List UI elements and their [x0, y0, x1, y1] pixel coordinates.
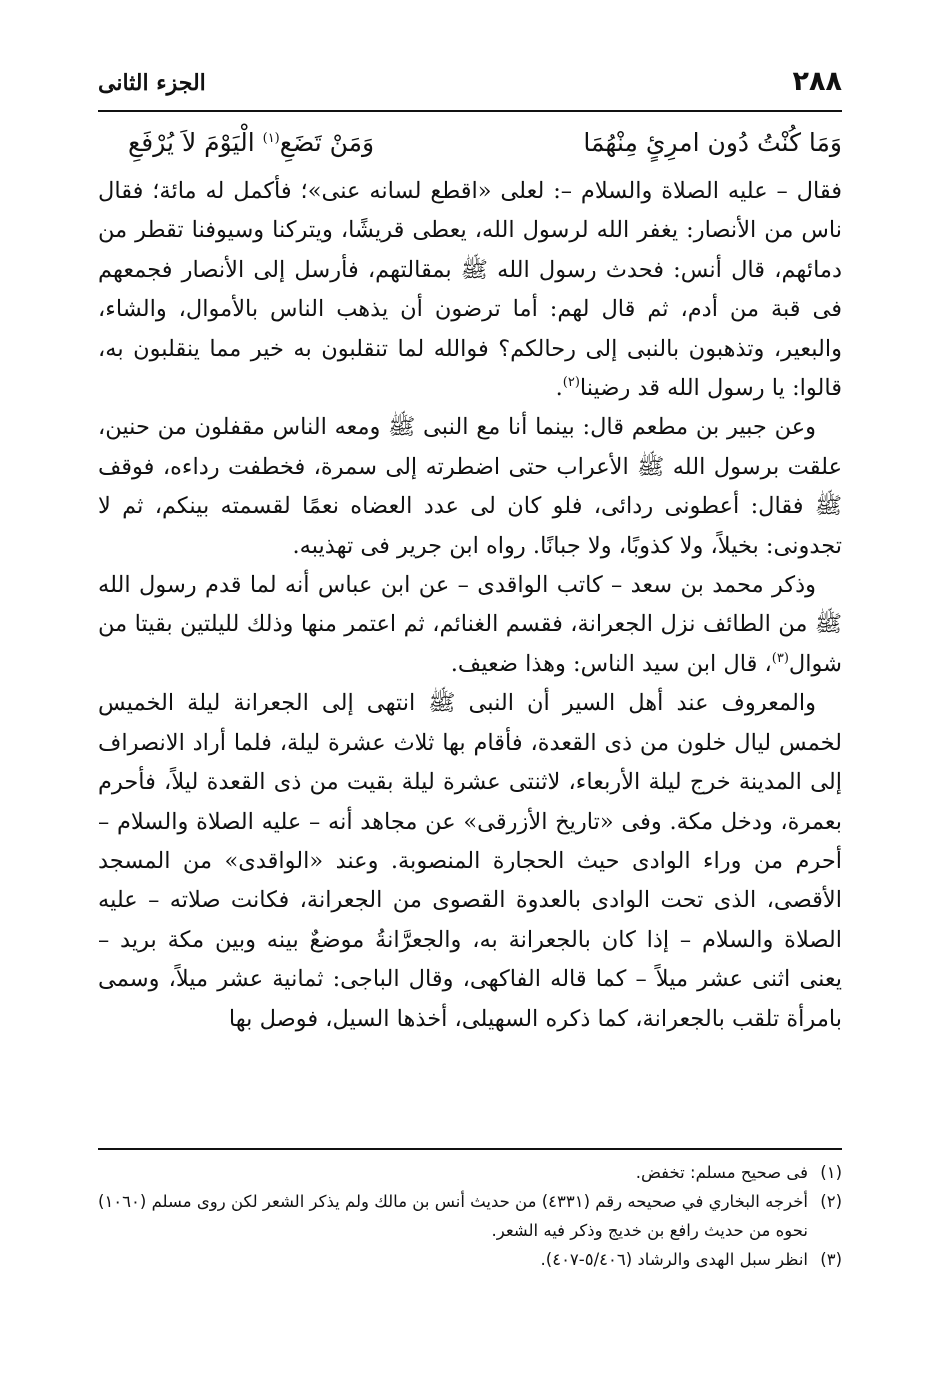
- page-number: ٢٨٨: [792, 66, 842, 97]
- verse-first-hemistich: وَمَا كُنْتُ دُون امرِئٍ مِنْهُمَا: [583, 128, 842, 157]
- footnote-ref: (٣): [771, 650, 789, 666]
- verse-second-hemistich: [128, 128, 374, 157]
- text-line: صلاته – عليه الصلاة والسلام – إذا كان بالجعرانة به، والجعرَّانةُ موضعٌ بينه وبين: [98, 887, 842, 953]
- text-tail: ، قال ابن سيد الناس: وهذا ضعيف.: [450, 650, 772, 677]
- text-line: فقال – عليه الصلاة والسلام –: لعلى «اقطع لسانه عنى»؛ فأكمل له مائة؛ فقال: [98, 178, 842, 204]
- footnote-ref: (٢): [562, 375, 580, 391]
- text-tail: .: [555, 375, 563, 402]
- text-line: المدينة خرج ليلة الأربعاء، لاثنتى عشرة ليلة بقيت من ذى القعدة ليلاً، فأحرم: [98, 769, 802, 796]
- footnote-text: روى مسلم (١٠٦٠) نحوه من حديث رافع بن خديج وذكر فيه الشعر.: [98, 1192, 808, 1240]
- poetry-verse: [128, 128, 842, 172]
- text-line: دمائهم، قال أنس: فحدث رسول الله ﷺ بمقالتهم، فأرسل إلى الأنصار فجمعهم: [98, 256, 842, 283]
- text-line: والسلام – أحرم من وراء الوادى حيث الحجارة المنصوبة. وعند «الواقدى» من: [98, 808, 842, 874]
- text-line: وعن جبير بن مطعم قال: بينما أنا مع النبى ﷺ ومعه الناس مقفلون من حنين،: [98, 414, 816, 441]
- text-line: المسجد الأقصى، الذى تحت الوادى بالعدوة القصوى من الجعرانة، فكانت: [98, 847, 842, 914]
- footnote-ref: (١): [262, 131, 280, 146]
- text-line: شوال: [788, 650, 842, 677]
- paragraph: [98, 172, 842, 408]
- text-line: تجدونى: بخيلاً، ولا كذوبًا، ولا جبانًا. رواه ابن جرير فى تهذيبه.: [292, 532, 842, 559]
- paragraph: [98, 566, 842, 684]
- footnote-separator: [98, 1148, 842, 1150]
- running-title: الجزء الثانى: [98, 70, 206, 96]
- verse-second-part-a: وَمَنْ تَضَعِ: [279, 128, 375, 157]
- running-header: [98, 66, 842, 112]
- text-line: مكة بريد – يعنى اثنى عشر ميلاً – كما قاله الفاكهى، وقال الباجى: ثمانية عشر: [98, 926, 842, 993]
- text-line: وذكر محمد بن سعد – كاتب الواقدى – عن ابن عباس أنه لما قدم رسول الله: [98, 572, 816, 599]
- text-line: ليال خلون من ذى القعدة، فأقام بها ثلاث عشرة ليلة، فلما أراد الانصراف إلى: [98, 729, 842, 796]
- footnote-text: فى صحيح مسلم: تخفض.: [635, 1163, 808, 1182]
- footnote: [98, 1158, 842, 1187]
- text-line: ﷺ من الطائف نزل الجعرانة، فقسم الغنائم، ثم اعتمر منها وذلك لليلتين بقيتا من: [98, 611, 842, 638]
- footnotes-section: [98, 1158, 842, 1274]
- footnote: [98, 1187, 842, 1245]
- body-text: [98, 172, 842, 1039]
- text-line: ميلاً، وسمى بامرأة تلقب بالجعرانة، كما ذكره السهيلى، أخذها السيل، فوصل بها: [98, 966, 842, 1032]
- footnote-text: أخرجه البخاري في صحيحه رقم (٤٣٣١) من حديث أنس بن مالك ولم يذكر الشعر لكن: [230, 1192, 808, 1211]
- paragraph: [98, 408, 842, 566]
- footnote-text: انظر سبل الهدى والرشاد (٥/٤٠٦-٤٠٧).: [540, 1250, 808, 1269]
- verse-second-part-b: الْيَوْمَ لاَ يُرْفَعِ: [128, 128, 263, 157]
- text-line: والمعروف عند أهل السير أن النبى ﷺ انتهى إلى الجعرانة ليلة الخميس لخمس: [98, 690, 843, 756]
- text-line: فى قبة من أدم، ثم قال لهم: أما ترضون أن يذهب الناس بالأموال، والشاء،: [98, 296, 842, 323]
- footnote: [98, 1245, 842, 1274]
- text-line: ناس من الأنصار: يغفر الله لرسول الله، يعطى قريشًا، ويتركنا وسيوفنا تقطر من: [98, 217, 842, 244]
- footnote-number: (٢): [820, 1192, 842, 1211]
- text-line: بعمرة، ودخل مكة. وفى «تاريخ الأزرقى» عن مجاهد أنه – عليه الصلاة: [196, 808, 842, 835]
- footnote-number: (١): [820, 1163, 842, 1182]
- footnote-number: (٣): [820, 1250, 842, 1269]
- text-line: والبعير، وتذهبون بالنبى إلى رحالكم؟ فوالله لما تنقلبون به خير مما ينقلبون به،: [98, 335, 842, 362]
- text-line: علقت برسول الله ﷺ الأعراب حتى اضطرته إلى سمرة، فخطفت رداءه، فوقف: [98, 453, 842, 480]
- text-line: ﷺ فقال: أعطونى ردائى، فلو كان لى عدد العضاه نعمًا لقسمته بينكم، ثم لا: [98, 493, 842, 520]
- paragraph: [98, 684, 842, 1039]
- text-line: قالوا: يا رسول الله قد رضينا: [579, 375, 842, 402]
